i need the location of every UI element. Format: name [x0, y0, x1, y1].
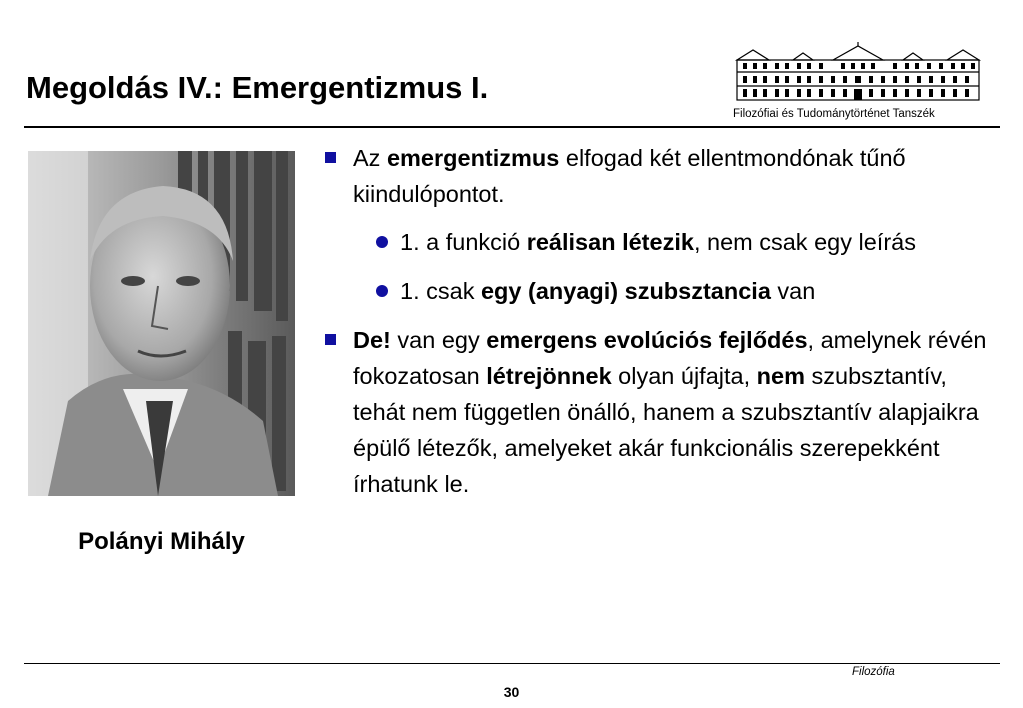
university-building-logo — [733, 42, 983, 104]
slide-content — [325, 140, 995, 514]
page-number: 30 — [503, 684, 520, 700]
sub-bullet-emphasis: egy (anyagi) szubsztancia — [480, 278, 771, 304]
bullet-text: , amelynek révén fokozatosan — [353, 327, 987, 389]
footer-divider — [24, 663, 1000, 664]
photo-caption: Polányi Mihály — [78, 528, 245, 555]
round-bullet-icon — [376, 285, 388, 297]
sub-bullet-item — [325, 224, 995, 260]
bullet-text: Az — [353, 145, 387, 171]
sub-bullet-text: 1. csak — [400, 278, 481, 304]
title-divider — [24, 126, 1000, 128]
bullet-text: van egy — [390, 327, 487, 353]
bullet-text: szubsztantív, tehát nem független önálló, hanem a szubsztantív alapjaikra épülő létezők, amelyeket akár funkcionális szerepekként írhatunk le. — [353, 363, 979, 497]
square-bullet-icon — [325, 334, 336, 345]
footer-label: Filozófia — [852, 666, 895, 678]
slide-title: Megoldás IV.: Emergentizmus I. — [26, 70, 489, 105]
bullet-emphasis: nem — [756, 363, 805, 389]
round-bullet-icon — [376, 236, 388, 248]
sub-bullet-text: , nem csak egy leírás — [693, 229, 916, 255]
bullet-emphasis: emergens evolúciós fejlődés — [486, 327, 808, 353]
department-name: Filozófiai és Tudománytörténet Tanszék — [733, 108, 935, 120]
portrait-photo — [28, 151, 295, 496]
square-bullet-icon — [325, 152, 336, 163]
bullet-emphasis: De! — [353, 327, 391, 353]
bullet-text: elfogad két ellentmondónak tűnő kiindulópontot. — [353, 145, 906, 207]
bullet-item — [325, 322, 995, 502]
sub-bullet-text: van — [770, 278, 816, 304]
bullet-emphasis: emergentizmus — [386, 145, 560, 171]
bullet-text: olyan újfajta, — [611, 363, 757, 389]
sub-bullet-emphasis: reálisan létezik — [526, 229, 694, 255]
sub-bullet-item — [325, 273, 995, 309]
bullet-item — [325, 140, 995, 212]
sub-bullet-text: 1. a funkció — [400, 229, 527, 255]
bullet-emphasis: létrejönnek — [486, 363, 612, 389]
